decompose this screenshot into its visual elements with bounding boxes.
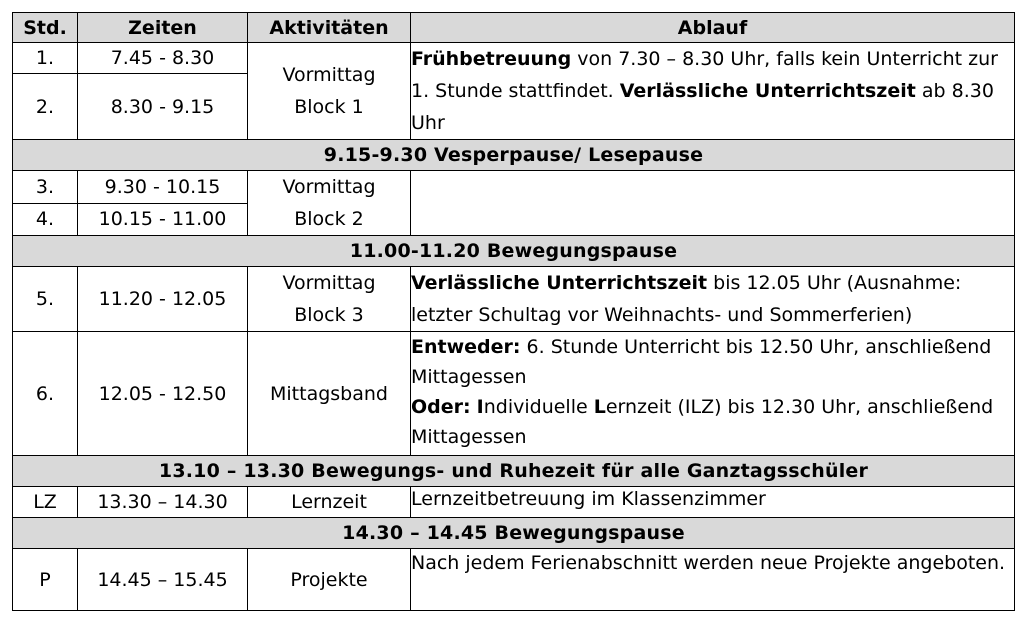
bold-text: Frühbetreuung — [411, 48, 572, 70]
bold-text: Verlässliche Unterrichtszeit — [619, 80, 916, 102]
std-cell: P — [13, 549, 78, 611]
ablauf-text: ndividuelle — [483, 396, 594, 418]
zeit-cell: 13.30 – 14.30 — [78, 487, 248, 518]
pause-row — [13, 140, 1015, 171]
bold-text: I — [476, 396, 484, 418]
bold-text: Entweder: — [411, 336, 521, 358]
aktivitaet-cell: Lernzeit — [248, 487, 411, 518]
aktivitaet-cell — [248, 43, 411, 140]
std-cell: 3. — [13, 171, 78, 204]
aktivitaet-cell: Projekte — [248, 549, 411, 611]
aktivitaet-line: Block 1 — [294, 96, 364, 118]
aktivitaet-line: Vormittag — [282, 176, 376, 198]
zeit-cell: 7.45 - 8.30 — [78, 43, 248, 74]
aktivitaet-line: Vormittag — [282, 64, 376, 86]
pause-label: 14.30 – 14.45 Bewegungspause — [13, 518, 1015, 549]
std-cell: 1. — [13, 43, 78, 74]
bold-text: L — [593, 396, 606, 418]
zeit-cell: 9.30 - 10.15 — [78, 171, 248, 204]
header-ablauf: Ablauf — [411, 13, 1015, 43]
pause-row — [13, 518, 1015, 549]
std-cell: 5. — [13, 267, 78, 332]
aktivitaet-line: Vormittag — [282, 272, 376, 294]
table-row — [13, 487, 1015, 518]
std-cell: 6. — [13, 332, 78, 456]
table-row — [13, 43, 1015, 74]
pause-row — [13, 236, 1015, 267]
ablauf-text: von 7.30 – 8.30 Uhr, falls kein Unterricht zur 1. Stunde stattfindet. — [411, 48, 998, 102]
ablauf-text: ernzeit (ILZ) bis 12.30 Uhr, anschließend Mittagessen — [411, 396, 994, 448]
header-zeiten: Zeiten — [78, 13, 248, 43]
ablauf-text: bis 12.05 Uhr (Ausnahme: letzter Schultag vor Weihnachts- und Sommerferien) — [411, 272, 962, 326]
bold-text: Oder: — [411, 396, 471, 418]
ablauf-cell — [411, 43, 1015, 140]
ablauf-cell — [411, 332, 1015, 456]
ablauf-cell — [411, 267, 1015, 332]
std-cell: 4. — [13, 203, 78, 236]
zeit-cell: 14.45 – 15.45 — [78, 549, 248, 611]
table-row — [13, 171, 1015, 204]
pause-label: 9.15-9.30 Vesperpause/ Lesepause — [13, 140, 1015, 171]
schedule-table — [12, 12, 1015, 611]
aktivitaet-line: Block 2 — [294, 208, 364, 230]
table-row — [13, 549, 1015, 611]
table-row — [13, 332, 1015, 456]
header-aktivitaeten: Aktivitäten — [248, 13, 411, 43]
zeit-cell: 8.30 - 9.15 — [78, 74, 248, 140]
ablauf-text: ab 8.30 Uhr — [411, 80, 994, 134]
std-cell: 2. — [13, 74, 78, 140]
ablauf-cell: Nach jedem Ferienabschnitt werden neue Projekte angeboten. — [411, 549, 1015, 611]
zeit-cell: 11.20 - 12.05 — [78, 267, 248, 332]
pause-label: 13.10 – 13.30 Bewegungs- und Ruhezeit für alle Ganztagsschüler — [13, 456, 1015, 487]
std-cell: LZ — [13, 487, 78, 518]
pause-label: 11.00-11.20 Bewegungspause — [13, 236, 1015, 267]
aktivitaet-cell — [248, 171, 411, 236]
bold-text: Verlässliche Unterrichtszeit — [411, 272, 708, 294]
zeit-cell: 12.05 - 12.50 — [78, 332, 248, 456]
header-row — [13, 13, 1015, 43]
pause-row — [13, 456, 1015, 487]
table-row — [13, 267, 1015, 332]
aktivitaet-cell: Mittagsband — [248, 332, 411, 456]
header-std: Std. — [13, 13, 78, 43]
ablauf-cell-empty — [411, 171, 1015, 236]
ablauf-cell: Lernzeitbetreuung im Klassenzimmer — [411, 487, 1015, 518]
zeit-cell: 10.15 - 11.00 — [78, 203, 248, 236]
ablauf-text: 6. Stunde Unterricht bis 12.50 Uhr, anschließend Mittagessen — [411, 336, 992, 388]
aktivitaet-cell — [248, 267, 411, 332]
aktivitaet-line: Block 3 — [294, 304, 364, 326]
